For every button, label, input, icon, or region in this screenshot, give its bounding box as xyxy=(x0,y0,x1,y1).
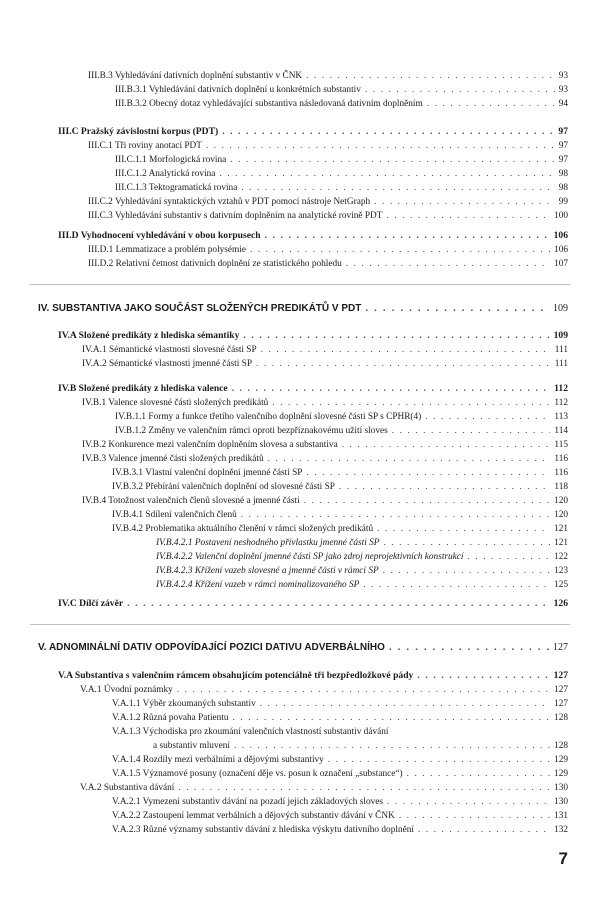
leader-dots xyxy=(418,824,550,836)
toc-entry: III.D.2 Relativní četnost dativních doplnění ze statistického pohledu . . . 107 xyxy=(88,258,568,270)
toc-entry: V.A.2 Substantiva dávání . . . 130 xyxy=(80,782,568,794)
leader-dots xyxy=(178,782,550,794)
toc-entry: III.C.2 Vyhledávání syntaktických vztahů v PDT pomocí nástroje NetGraph . . . 99 xyxy=(88,196,568,208)
leader-dots xyxy=(272,397,550,409)
leader-dots xyxy=(386,210,550,222)
leader-dots xyxy=(261,344,551,356)
leader-dots xyxy=(265,230,550,242)
toc-entry: IV.B.1 Valence slovesné části složených predikátů . . . 112 xyxy=(82,397,568,409)
leader-dots xyxy=(363,579,550,591)
toc-section: IV.A Složené predikáty z hlediska sémantiky . . . 109 xyxy=(58,330,568,342)
toc-entry: IV.B.4.2.2 Valenční doplnění jmenné části SP jako zdroj neprojektivních konstrukcí . . . 122 xyxy=(156,551,568,563)
leader-dots xyxy=(243,330,549,342)
leader-dots xyxy=(339,481,550,493)
toc-entry-first-line: V.A.1.3 Východiska pro zkoumání valenčních vlastností substantiv dávání xyxy=(112,727,389,737)
page-number: 7 xyxy=(558,849,568,868)
toc-entry: IV.A.2 Sémantické vlastnosti jmenné části SP . . . 111 xyxy=(82,358,568,370)
toc-entry: IV.B.3.2 Přebírání valenčních doplnění od slovesné části SP . . . 118 xyxy=(112,481,568,493)
toc-entry: III.C.3 Vyhledávání substantiv s dativním doplněním na analytické rovině PDT . . . 100 xyxy=(88,210,568,222)
leader-dots xyxy=(365,303,549,315)
toc-entry: III.D.1 Lemmatizace a problém polysémie . . . 106 xyxy=(88,244,568,256)
toc-section: IV.B Složené predikáty z hlediska valence . . . 112 xyxy=(58,383,568,395)
toc-entry: III.B.3.2 Obecný dotaz vyhledávající substantiva následovaná dativním doplněním . . . 94 xyxy=(115,98,568,110)
leader-dots xyxy=(387,796,550,808)
leader-dots xyxy=(234,740,550,752)
toc-entry: IV.B.3 Valence jmenné části složených predikátů . . . 116 xyxy=(82,453,568,465)
toc-section: IV.C Dílčí závěr . . . 126 xyxy=(58,598,568,610)
leader-dots xyxy=(306,70,555,82)
leader-dots xyxy=(260,698,550,710)
leader-dots xyxy=(389,642,549,654)
leader-dots xyxy=(374,196,555,208)
leader-dots xyxy=(407,768,550,780)
leader-dots xyxy=(383,565,550,577)
toc-entry: V.A.2.2 Zastoupení lemmat verbálních a dějových substantiv dávání v ČNK . . . 131 xyxy=(112,810,568,822)
toc-entry: IV.B.4.1 Sdílení valenčních členů . . . 120 xyxy=(112,509,568,521)
leader-dots xyxy=(342,439,551,451)
toc-entry: III.C.1.3 Tektogramatická rovina . . . 98 xyxy=(115,182,568,194)
toc-entry: IV.B.3.1 Vlastní valenční doplnění jmenné části SP . . . 116 xyxy=(112,467,568,479)
leader-dots xyxy=(306,467,550,479)
leader-dots xyxy=(241,509,550,521)
leader-dots xyxy=(427,98,555,110)
leader-dots xyxy=(468,551,551,563)
toc-entry: V.A.1 Úvodní poznámky . . . 127 xyxy=(80,684,568,696)
toc-entry: V.A.2.3 Různé významy substantiv dávání z hlediska výskytu dativního doplnění . . . 132 xyxy=(112,824,568,836)
toc-section: III.D Vyhodnocení vyhledávání v obou korpusech . . . 106 xyxy=(58,230,568,242)
leader-dots xyxy=(250,244,550,256)
toc-entry: IV.B.2 Konkurence mezi valenčním doplněním slovesa a substantiva . . . 115 xyxy=(82,439,568,451)
toc-entry: V.A.1.1 Výběr zkoumaných substantiv . . . 127 xyxy=(112,698,568,710)
leader-dots xyxy=(232,383,550,395)
toc-entry: IV.B.4.2.3 Křížení vazeb slovesné a jmenné části v rámci SP . . . 123 xyxy=(156,565,568,577)
toc-entry: a substantiv mluvení . . . 128 xyxy=(153,740,568,752)
leader-dots xyxy=(219,168,554,180)
chapter-divider xyxy=(30,284,570,285)
toc-entry: IV.B.4.2.4 Křížení vazeb v rámci nominalizovaného SP . . . 125 xyxy=(156,579,568,591)
toc-entry: V.A.1.5 Významové posuny (označení děje vs. posun k označení „substance“) . . . 129 xyxy=(112,768,568,780)
leader-dots xyxy=(328,754,550,766)
leader-dots xyxy=(346,258,550,270)
toc-entry: III.C.1 Tři roviny anotací PDT . . . 97 xyxy=(88,140,568,152)
leader-dots xyxy=(304,495,550,507)
leader-dots xyxy=(268,453,551,465)
toc-entry: III.B.3 Vyhledávání dativních doplnění substantiv v ČNK . . . 93 xyxy=(88,70,568,82)
toc-entry: IV.B.4.2.1 Postavení neshodného přívlastku jmenné části SP . . . 121 xyxy=(156,537,568,549)
leader-dots xyxy=(417,670,549,682)
toc-entry: III.C.1.1 Morfologická rovina . . . 97 xyxy=(115,154,568,166)
leader-dots xyxy=(425,411,550,423)
toc-entry: V.A.2.1 Vymezení substantiv dávání na pozadí jejich základových sloves . . . 130 xyxy=(112,796,568,808)
toc-entry: III.C.1.2 Analytická rovina . . . 98 xyxy=(115,168,568,180)
leader-dots xyxy=(177,684,550,696)
toc-section: III.C Pražský závislostní korpus (PDT) . . . 97 xyxy=(58,126,568,138)
leader-dots xyxy=(365,84,555,96)
leader-dots xyxy=(383,537,550,549)
leader-dots xyxy=(256,358,551,370)
toc-section: V.A Substantiva s valenčním rámcem obsahujícím potenciálně tři bezpředložkové pády . . . 127 xyxy=(58,670,568,682)
leader-dots xyxy=(206,140,555,152)
leader-dots xyxy=(241,182,554,194)
leader-dots xyxy=(392,425,551,437)
toc-entry: IV.B.1.2 Změny ve valenčním rámci oproti bezpříznakovému užití sloves . . . 114 xyxy=(115,425,568,437)
chapter-divider xyxy=(30,624,570,625)
toc-entry: III.B.3.1 Vyhledávání dativních doplnění u konkrétních substantiv . . . 93 xyxy=(115,84,568,96)
toc-entry: IV.B.1.1 Formy a funkce třetího valenčního doplnění slovesné části SP s CPHR(4) . . . 113 xyxy=(115,411,568,423)
toc-chapter: IV. SUBSTANTIVA JAKO SOUČÁST SLOŽENÝCH PREDIKÁTŮ V PDT . . . 109 xyxy=(38,303,568,315)
leader-dots xyxy=(127,598,550,610)
leader-dots xyxy=(399,810,550,822)
leader-dots xyxy=(233,712,551,724)
toc-entry: IV.A.1 Sémantické vlastnosti slovesné části SP . . . 111 xyxy=(82,344,568,356)
leader-dots xyxy=(230,154,554,166)
toc-entry: IV.B.4 Totožnost valenčních členů slovesné a jmenné části . . . 120 xyxy=(82,495,568,507)
toc-entry: V.A.1.4 Rozdíly mezi verbálními a dějovými substantivy . . . 129 xyxy=(112,754,568,766)
toc-entry: IV.B.4.2 Problematika aktuálního členění v rámci složených predikátů . . . 121 xyxy=(112,523,568,535)
leader-dots xyxy=(377,523,550,535)
toc-chapter: V. ADNOMINÁLNÍ DATIV ODPOVÍDAJÍCÍ POZICI DATIVU ADVERBÁLNÍHO . . . 127 xyxy=(38,642,568,654)
leader-dots xyxy=(222,126,554,138)
toc-entry: V.A.1.2 Různá povaha Patientu . . . 128 xyxy=(112,712,568,724)
